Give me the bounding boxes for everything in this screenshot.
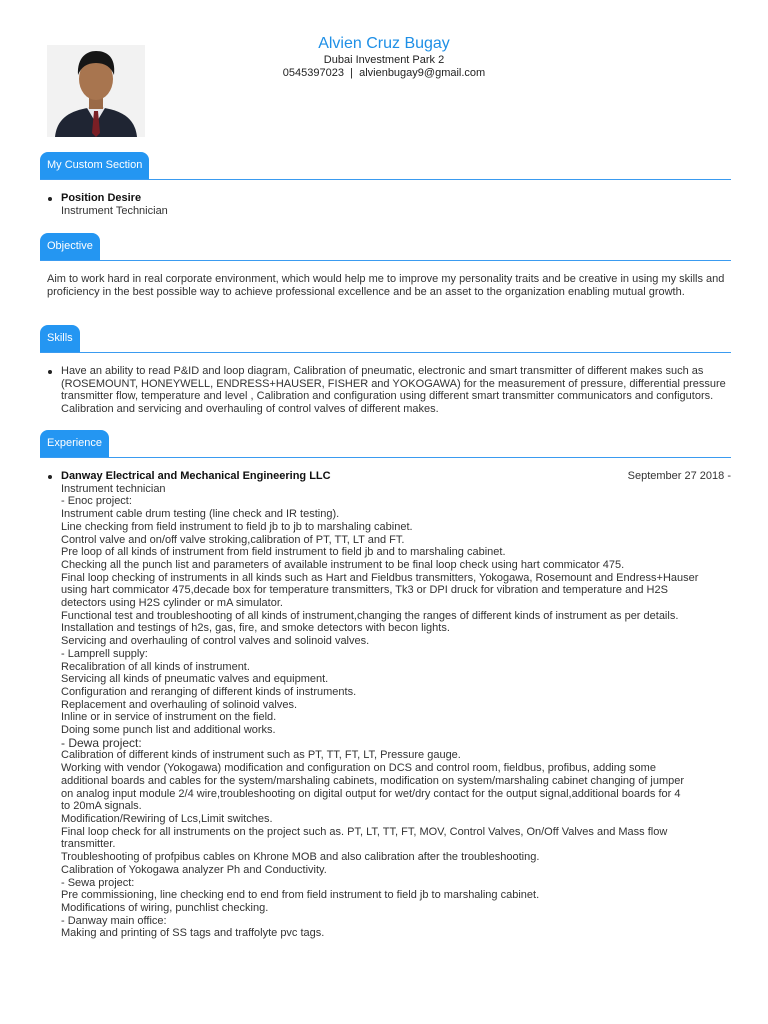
detail-line: Servicing and overhauling of control valves and solinoid valves. — [61, 635, 370, 648]
contact-line — [0, 67, 768, 80]
detail-line: Working with vendor (Yokogawa) modification and configuration on DCS and control room, fieldbus, profibus, adding some — [61, 762, 656, 775]
address: Dubai Investment Park 2 — [323, 54, 445, 66]
section-title: My Custom Section — [40, 152, 149, 179]
detail-line: - Danway main office: — [61, 914, 167, 927]
custom-section — [40, 151, 731, 217]
job-heading — [61, 470, 731, 483]
detail-line: Instrument cable drum testing (line check and IR testing). — [61, 508, 340, 521]
detail-line: to 20mA signals. — [61, 800, 142, 813]
phone: 0545397023 — [282, 67, 344, 79]
detail-line: Pre commissioning, line checking end to end from field instrument to field jb to marshaling cabinet. — [61, 889, 540, 902]
detail-line: Inline or in service of instrument on the field. — [61, 711, 277, 724]
detail-line: Servicing all kinds of pneumatic valves and equipment. — [61, 673, 329, 686]
detail-line: - Lamprell supply: — [61, 647, 148, 660]
section-header — [40, 429, 731, 458]
section-title: Objective — [40, 233, 100, 260]
detail-line: Control valve and on/off valve stroking,calibration of PT, TT, LT and FT. — [61, 533, 405, 546]
company-name: Danway Electrical and Mechanical Engineering LLC — [61, 470, 331, 482]
position-desire-label: Position Desire — [61, 192, 142, 204]
candidate-name: Alvien Cruz Bugay — [318, 35, 450, 52]
detail-line: Modification/Rewiring of Lcs,Limit switches. — [61, 812, 273, 825]
list-item — [40, 192, 731, 217]
detail-line: - Enoc project: — [61, 495, 132, 508]
skills-section — [40, 324, 731, 416]
detail-line: Functional test and troubleshooting of all kinds of instrument,changing the ranges of different kinds of instrument as per details. — [61, 609, 679, 622]
detail-line: - Sewa project: — [61, 876, 135, 889]
section-header — [40, 151, 731, 180]
objective-text: Aim to work hard in real corporate environment, which would help me to improve my personality traits and be creative in using my skills and proficiency in the best possible way to achieve professional excellence and be an asset to the organization enabling mutual growth. — [47, 273, 725, 298]
detail-line: Calibration of different kinds of instrument such as PT, TT, FT, LT, Pressure gauge. — [61, 749, 461, 762]
detail-line: Instrument technician — [61, 482, 166, 495]
detail-line: Checking all the punch list and parameters of available instrument to be final loop check using hart commicator 475. — [61, 558, 625, 571]
detail-line: detectors using H2S cylinder or mA simulator. — [61, 597, 283, 610]
email: alvienbugay9@gmail.com — [359, 67, 486, 79]
detail-line: Making and printing of SS tags and traffolyte pvc tags. — [61, 927, 325, 940]
detail-line: Installation and testings of h2s, gas, fire, and smoke detectors with becon lights. — [61, 622, 450, 635]
job-entry — [40, 470, 731, 940]
detail-line: Pre loop of all kinds of instrument from field instrument to field jb and to marshaling cabinet. — [61, 546, 506, 559]
resume-header — [0, 34, 768, 80]
detail-line: Final loop checking of instruments in all kinds such as Hart and Fieldbus transmitters, Yokogawa, Rosemount and Endress+Hauser — [61, 571, 699, 584]
detail-line: additional boards and cables for the system/marshaling cabinets, modification on system/marshaling cabinet changing of jumper — [61, 774, 685, 787]
section-header — [40, 324, 731, 353]
detail-line: Doing some punch list and additional works. — [61, 724, 276, 737]
detail-line: Modifications of wiring, punchlist checking. — [61, 901, 269, 914]
detail-line: on analog input module 2/4 wire,troubleshooting on digital output for wet/dry contact for the output signal,additional boards for 4 — [61, 787, 681, 800]
section-title: Experience — [40, 430, 109, 457]
detail-line: Recalibration of all kinds of instrument. — [61, 660, 250, 673]
detail-line: Replacement and overhauling of solinoid valves. — [61, 698, 298, 711]
job-details — [61, 483, 731, 940]
position-desire-value: Instrument Technician — [61, 204, 168, 217]
detail-line: Final loop check for all instruments on the project such as. PT, LT, TT, FT, MOV, Control Valves, On/Off Valves and Mass flow — [61, 825, 668, 838]
detail-line: transmitter. — [61, 838, 116, 851]
list-item: Have an ability to read P&ID and loop diagram, Calibration of pneumatic, electronic and smart transmitter of different makes such as (ROSEMOUNT, HONEYWELL, ENDRESS+HAUSER, FISHER and YOKOGAWA) for the measurement of pressure, differential pressure transmitter flow, temperature and level , Calibration and configuration using different smart transmitter communicators and configutors. Calibration and servicing and overhauling of control valves of different makes. — [40, 365, 731, 416]
detail-line: Calibration of Yokogawa analyzer Ph and Conductivity. — [61, 863, 327, 876]
section-title: Skills — [40, 325, 80, 352]
detail-line: Configuration and reranging of different kinds of instruments. — [61, 685, 357, 698]
detail-line: Troubleshooting of profpibus cables on Khrone MOB and also calibration after the troubleshooting. — [61, 851, 540, 864]
section-header — [40, 232, 731, 261]
job-date: September 27 2018 - — [627, 470, 731, 482]
contact-separator: | — [350, 67, 353, 79]
objective-section — [40, 232, 731, 298]
experience-section — [40, 429, 731, 940]
detail-line: using hart commicator 475,decade box for temperature transmitters, Tk3 or DPI druck for vibration and temperature and H2S — [61, 584, 668, 597]
detail-line: - Dewa project: — [61, 735, 142, 750]
detail-line: Line checking from field instrument to field jb to jb to marshaling cabinet. — [61, 520, 413, 533]
